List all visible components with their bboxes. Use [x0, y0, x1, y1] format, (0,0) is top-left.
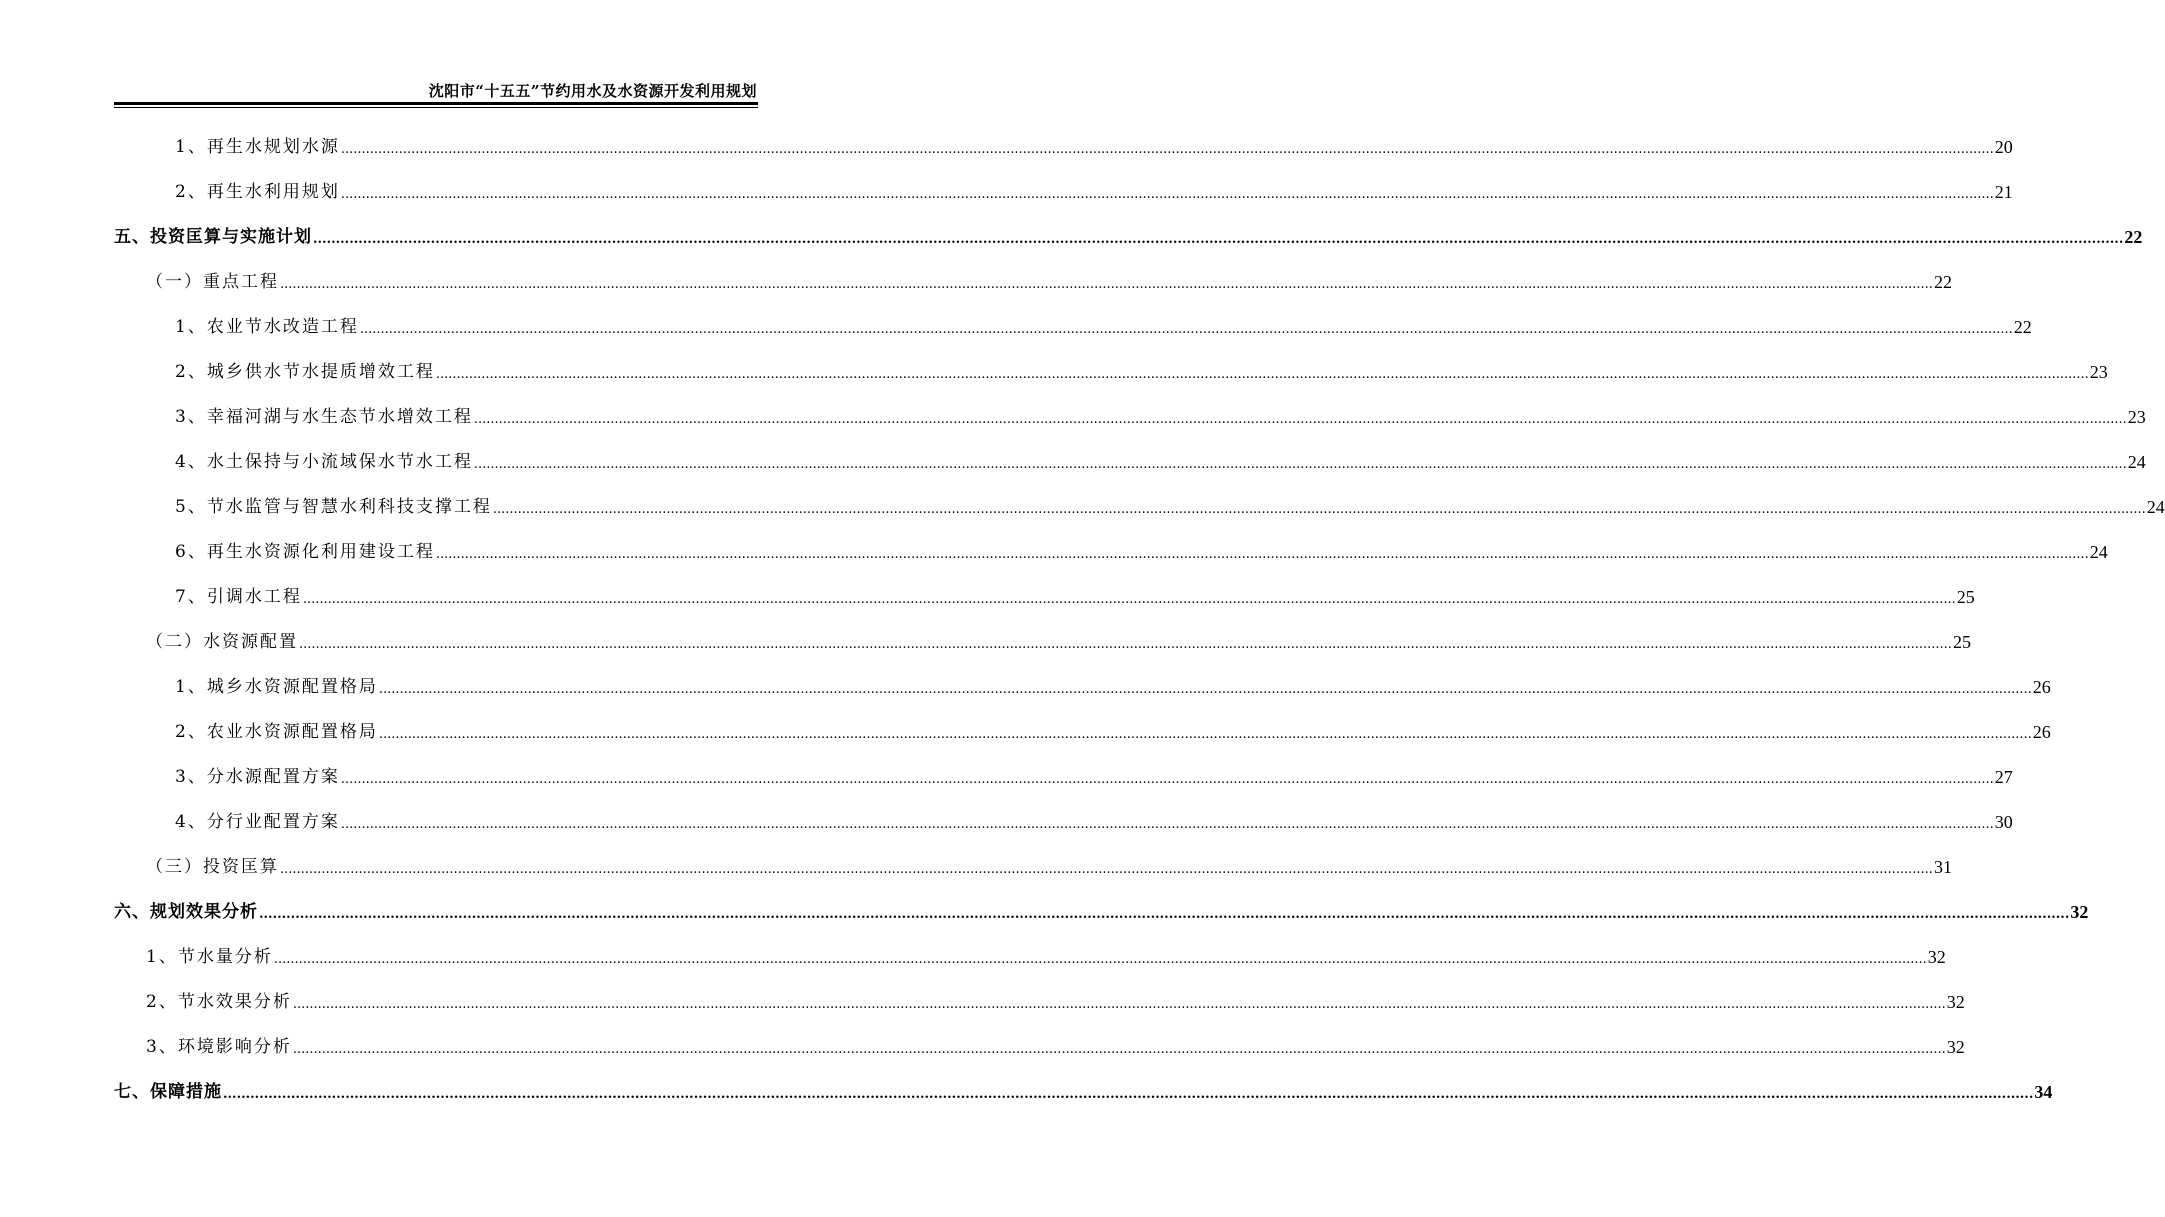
toc-page-number: 20	[1994, 137, 2013, 157]
toc-dot-leader: ................................................................................................................................................................................................................................................................................................................................................................................................................	[378, 727, 2032, 742]
toc-entry-label: （一）重点工程	[146, 272, 279, 292]
toc-dot-leader: ................................................................................................................................................................................................................................................................................................................................................................................................................	[340, 142, 1994, 157]
toc-page-number: 25	[1956, 587, 1975, 607]
toc-entry-label: 5、节水监管与智慧水利科技支撑工程	[175, 497, 492, 517]
toc-entry-label: 2、节水效果分析	[146, 992, 292, 1012]
toc-entry[interactable]	[175, 134, 2013, 160]
toc-entry[interactable]	[146, 1034, 1965, 1060]
toc-page-number: 24	[2127, 452, 2146, 472]
toc-page-number: 32	[1946, 992, 1965, 1012]
toc-entry[interactable]	[146, 989, 1965, 1015]
toc-page-number: 27	[1994, 767, 2013, 787]
header-rule-thin	[114, 107, 758, 108]
toc-entry-label: 1、农业节水改造工程	[175, 317, 359, 337]
toc-dot-leader: ................................................................................................................................................................................................................................................................................................................................................................................................................	[299, 637, 1952, 652]
toc-dot-leader: ................................................................................................................................................................................................................................................................................................................................................................................................................	[292, 997, 1946, 1012]
toc-page-number: 22	[2013, 317, 2032, 337]
toc-entry-label: 7、引调水工程	[175, 587, 302, 607]
toc-dot-leader: ................................................................................................................................................................................................................................................................................................................................................................................................................	[340, 772, 1994, 787]
toc-page-number: 24	[2089, 542, 2108, 562]
toc-entry[interactable]	[146, 269, 1952, 295]
toc-page-number: 23	[2127, 407, 2146, 427]
toc-entry[interactable]	[114, 899, 2089, 925]
toc-dot-leader: ................................................................................................................................................................................................................................................................................................................................................................................................................	[280, 277, 1933, 292]
toc-page-number: 22	[2124, 227, 2143, 247]
toc-dot-leader: ................................................................................................................................................................................................................................................................................................................................................................................................................	[492, 502, 2146, 517]
toc-dot-leader: ................................................................................................................................................................................................................................................................................................................................................................................................................	[340, 187, 1994, 202]
toc-entry-label: 七、保障措施	[114, 1082, 222, 1102]
toc-page-number: 34	[2034, 1082, 2053, 1102]
toc-dot-leader: ................................................................................................................................................................................................................................................................................................................................................................................................................	[302, 592, 1956, 607]
toc-page-number: 26	[2032, 722, 2051, 742]
toc-entry-label: （三）投资匡算	[146, 857, 279, 877]
toc-entry-label: 6、再生水资源化利用建设工程	[175, 542, 435, 562]
toc-page-number: 25	[1952, 632, 1971, 652]
toc-entry[interactable]	[175, 809, 2013, 835]
toc-entry[interactable]	[175, 539, 2108, 565]
toc-page-number: 32	[1946, 1037, 1965, 1057]
toc-entry-label: 五、投资匡算与实施计划	[114, 227, 312, 247]
toc-entry-label: 3、环境影响分析	[146, 1037, 292, 1057]
toc-entry[interactable]	[146, 854, 1952, 880]
toc-entry[interactable]	[175, 449, 2146, 475]
toc-page-number: 23	[2089, 362, 2108, 382]
toc-entry[interactable]	[114, 1079, 2053, 1105]
toc-entry[interactable]	[146, 944, 1946, 970]
toc-entry[interactable]	[175, 314, 2032, 340]
toc-dot-leader: ................................................................................................................................................................................................................................................................................................................................................................................................................	[273, 952, 1927, 967]
toc-page-number: 32	[2070, 902, 2089, 922]
toc-entry[interactable]	[175, 494, 2165, 520]
toc-dot-leader: ................................................................................................................................................................................................................................................................................................................................................................................................................	[435, 367, 2089, 382]
toc-entry-label: 4、分行业配置方案	[175, 812, 340, 832]
toc-entry[interactable]	[175, 404, 2146, 430]
toc-page-number: 31	[1933, 857, 1952, 877]
toc-dot-leader: ................................................................................................................................................................................................................................................................................................................................................................................................................	[359, 322, 2013, 337]
toc-dot-leader: ................................................................................................................................................................................................................................................................................................................................................................................................................	[280, 862, 1933, 877]
toc-page-number: 22	[1933, 272, 1952, 292]
toc-dot-leader: ................................................................................................................................................................................................................................................................................................................................................................................................................	[378, 682, 2032, 697]
toc-page-number: 30	[1994, 812, 2013, 832]
toc-entry[interactable]	[175, 719, 2051, 745]
toc-entry-label: 1、再生水规划水源	[175, 137, 340, 157]
toc-dot-leader: ................................................................................................................................................................................................................................................................................................................................................................................................................	[340, 817, 1994, 832]
toc-entry[interactable]	[175, 179, 2013, 205]
toc-entry[interactable]	[175, 674, 2051, 700]
toc-dot-leader: ................................................................................................................................................................................................................................................................................................................................................................................................................	[473, 457, 2127, 472]
toc-page-number: 26	[2032, 677, 2051, 697]
toc-dot-leader: ................................................................................................................................................................................................................................................................................................................................................................................................................	[473, 412, 2127, 427]
toc-entry-label: 3、幸福河湖与水生态节水增效工程	[175, 407, 473, 427]
header-rule-thick	[114, 102, 758, 105]
toc-entry-label: 3、分水源配置方案	[175, 767, 340, 787]
toc-page-number: 24	[2146, 497, 2165, 517]
toc-entry-label: 4、水土保持与小流域保水节水工程	[175, 452, 473, 472]
toc-dot-leader: ................................................................................................................................................................................................................................................................................................................................................................................................................	[292, 1042, 1946, 1057]
toc-entry-label: 1、节水量分析	[146, 947, 273, 967]
toc-dot-leader: ................................................................................................................................................................................................................................................................................................................................................................................................................	[259, 907, 2070, 922]
toc-page-number: 21	[1994, 182, 2013, 202]
toc-dot-leader: ................................................................................................................................................................................................................................................................................................................................................................................................................	[435, 547, 2089, 562]
toc-dot-leader: ................................................................................................................................................................................................................................................................................................................................................................................................................	[313, 232, 2124, 247]
toc-entry[interactable]	[175, 764, 2013, 790]
toc-page-number: 32	[1927, 947, 1946, 967]
toc-dot-leader: ................................................................................................................................................................................................................................................................................................................................................................................................................	[223, 1087, 2034, 1102]
toc-entry[interactable]	[146, 629, 1971, 655]
toc-entry-label: （二）水资源配置	[146, 632, 298, 652]
toc-entry-label: 2、再生水利用规划	[175, 182, 340, 202]
toc-entry-label: 2、城乡供水节水提质增效工程	[175, 362, 435, 382]
toc-entry[interactable]	[175, 359, 2108, 385]
toc-entry-label: 1、城乡水资源配置格局	[175, 677, 378, 697]
toc-entry-label: 六、规划效果分析	[114, 902, 258, 922]
toc-entry-label: 2、农业水资源配置格局	[175, 722, 378, 742]
toc-entry[interactable]	[114, 224, 2143, 250]
header-title: 沈阳市“十五五”节约用水及水资源开发利用规划	[428, 82, 757, 100]
toc-entry[interactable]	[175, 584, 1975, 610]
